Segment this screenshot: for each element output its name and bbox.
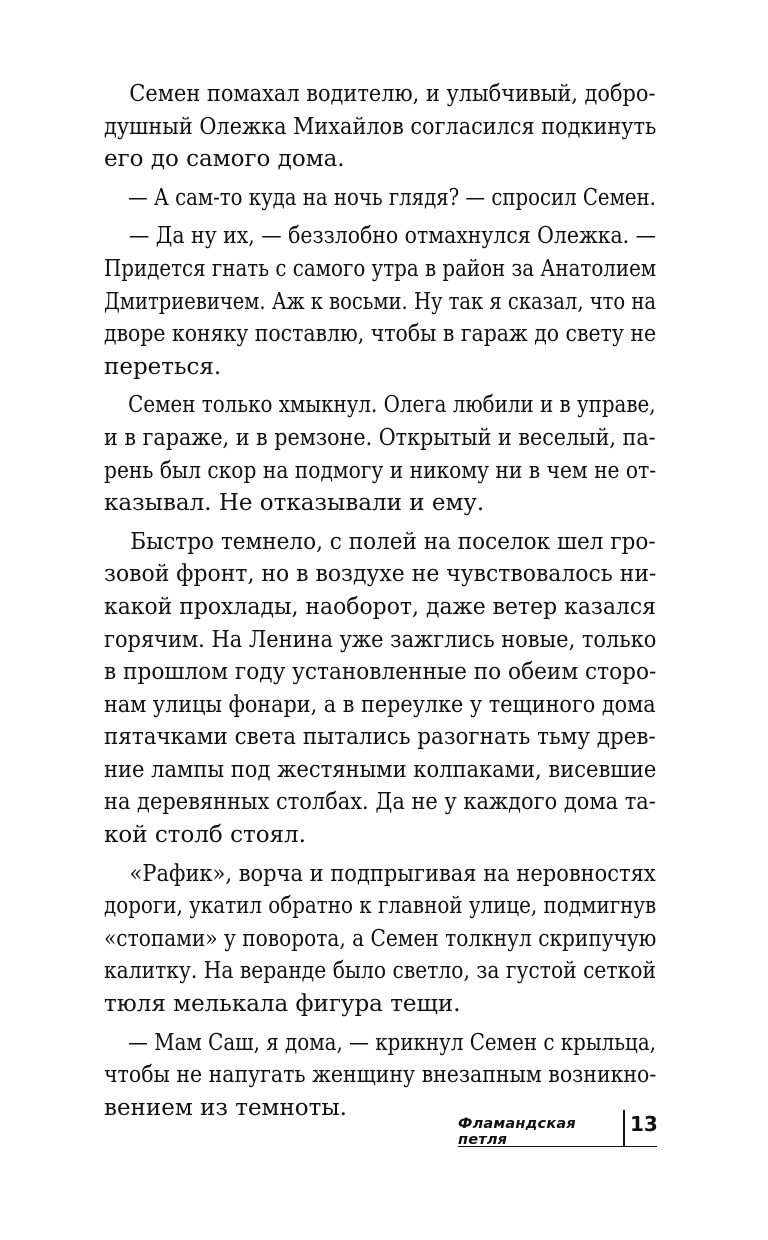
paragraph-4: [104, 389, 656, 519]
text-line: Семен только хмыкнул. Олега любили и в управе,: [128, 392, 656, 419]
text-line: зовой фронт, но в воздухе не чувствовалось ни-: [104, 561, 657, 588]
text-line: и в гараже, и в ремзоне. Открытый и веселый, па-: [104, 424, 656, 451]
text-line: кой столб стоял.: [104, 822, 306, 849]
paragraph-3: [104, 220, 656, 383]
text-line: Семен помахал водителю, и улыбчивый, добро-: [129, 81, 656, 107]
page-footer: [458, 1110, 657, 1147]
text-line: Дмитриевичем. Аж к восьми. Ну так я сказал, что на: [104, 288, 656, 315]
paragraph-6: [104, 858, 656, 1021]
text-line: Придется гнать с самого утра в район за Анатолием: [104, 255, 657, 282]
text-line: «стопами» у поворота, а Семен толкнул скрипучую: [104, 925, 657, 952]
text-line: казывал. Не отказывали и ему.: [104, 490, 485, 517]
paragraph-2: [104, 182, 656, 215]
text-line: Быстро темнело, с полей на поселок шел гро-: [130, 528, 656, 555]
text-line: рень был скор на подмогу и никому ни в чем не от-: [104, 457, 657, 484]
text-line: на деревянных столбах. Да не у каждого дома та-: [104, 789, 656, 816]
text-line: какой прохлады, наоборот, даже ветер казался: [104, 593, 656, 620]
running-title: Фламандская петля: [458, 1116, 576, 1148]
paragraph-5: [104, 526, 656, 852]
text-line: нам улицы фонари, а в переулке у тещиного дома: [104, 691, 656, 718]
text-line: его до самого дома.: [104, 146, 345, 173]
text-line: душный Олежка Михайлов согласился подкинуть: [104, 113, 657, 140]
paragraph-1: [104, 78, 656, 176]
text-line: «Рафик», ворча и подпрыгивая на неровностях: [129, 860, 656, 887]
page-number: 13: [630, 1112, 658, 1136]
text-line: пятачками света пытались разогнать тьму древ-: [104, 724, 656, 751]
text-line: калитку. На веранде было светло, за густой сеткой: [104, 958, 656, 985]
text-line: — Да ну их, — беззлобно отмахнулся Олежка. —: [128, 223, 657, 250]
text-line: тюля мелькала фигура тещи.: [104, 991, 461, 1018]
text-line: вением из темноты.: [104, 1094, 347, 1121]
book-page-text: [104, 78, 656, 1124]
text-line: чтобы не напугать женщину внезапным возникно-: [104, 1062, 657, 1089]
text-line: ние лампы под жестяными колпаками, висевшие: [104, 756, 657, 783]
text-line: горячим. На Ленина уже зажглись новые, только: [104, 626, 657, 653]
text-line: — Мам Саш, я дома, — крикнул Семен с крыльца,: [128, 1029, 656, 1056]
text-line: переться.: [104, 353, 222, 380]
text-line: дороги, укатил обратно к главной улице, подмигнув: [104, 893, 657, 920]
text-line: дворе коняку поставлю, чтобы в гараж до свету не: [104, 321, 657, 348]
text-line: в прошлом году установленные по обеим сторо-: [104, 659, 657, 686]
text-line: — А сам-то куда на ночь глядя? — спросил Семен.: [127, 184, 656, 211]
footer-divider: [623, 1110, 625, 1146]
